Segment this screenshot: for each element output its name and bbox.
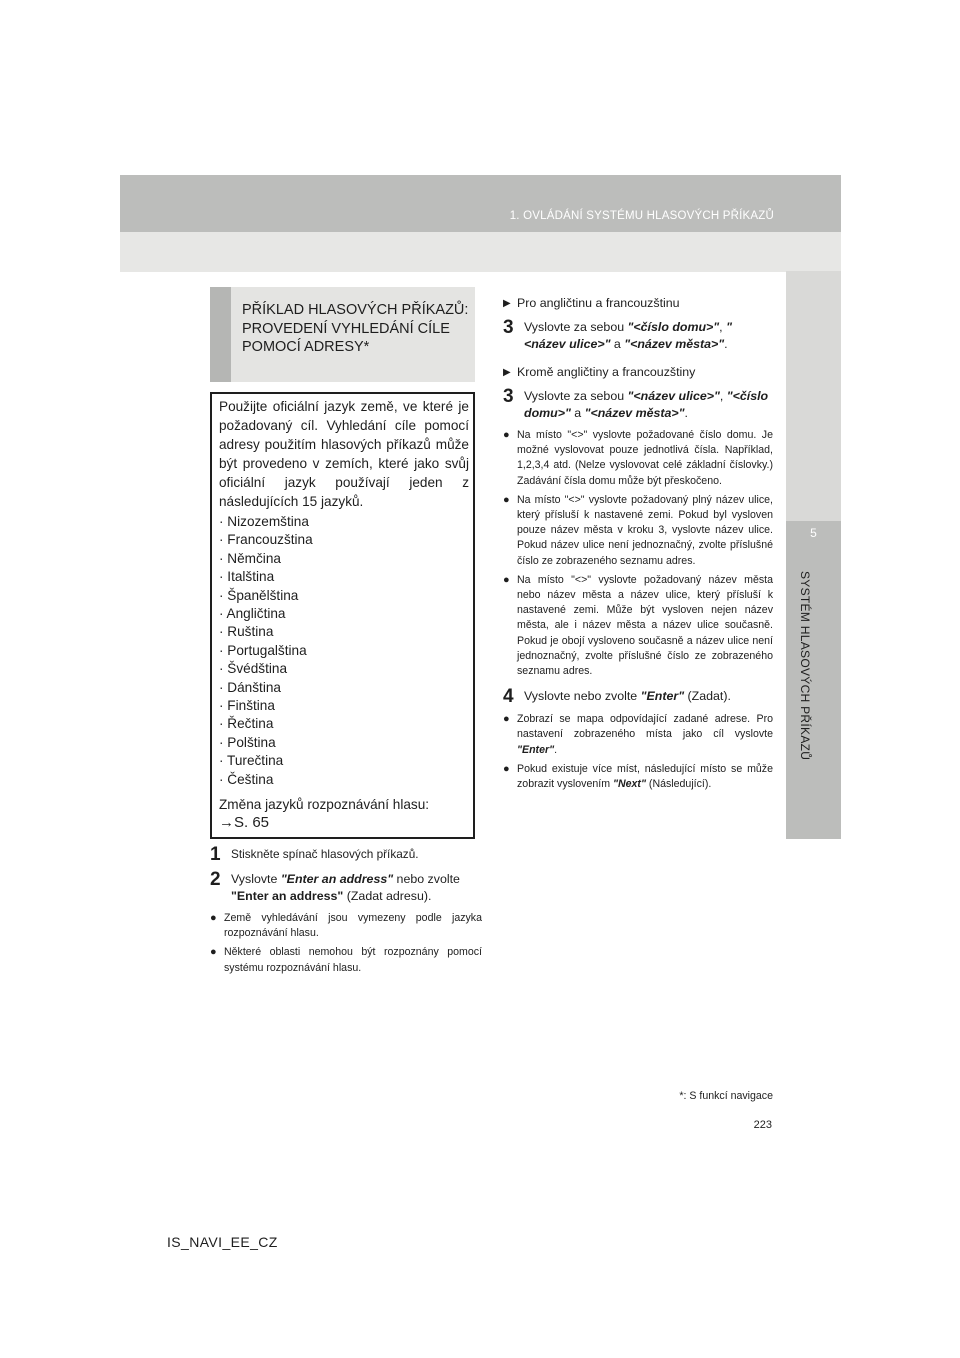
note-text: Na místo "<>" vyslovte požadované číslo domu. Je možné vyslovovat pouze jednotlivá čísla. Například, 1,2,3,4 atd. (Nelze vyslovovat celé základní číslovky.) Zadávání čísla domu může být přeskočeno. (517, 429, 773, 487)
step-text-part: nebo zvolte (393, 872, 460, 886)
case-label: Kromě angličtiny a francouzštiny (517, 365, 696, 379)
page-reference-link[interactable]: →S. 65 (219, 814, 270, 831)
step-text-part: (Zadat). (684, 689, 731, 704)
bullet-dot-icon: ● (503, 713, 510, 726)
language-item: · Italština (219, 569, 275, 585)
voice-command: "<číslo domu>" (627, 320, 720, 334)
footnote: *: S funkcí navigace (679, 1090, 773, 1102)
section-heading-text: PŘÍKLAD HLASOVÝCH PŘÍKAZŮ: PROVEDENÍ VYHLEDÁNÍ CÍLE POMOCÍ ADRESY* (242, 302, 469, 355)
bullet-dot-icon: ● (503, 493, 510, 506)
header-strip (120, 232, 841, 272)
language-change-reference (219, 796, 429, 832)
step-text-part: . (724, 337, 728, 351)
language-change-label: Změna jazyků rozpoznávání hlasu: (219, 797, 430, 812)
triangle-right-icon: ▶ (503, 367, 511, 378)
step-number: 4 (503, 686, 514, 708)
step-text (231, 871, 482, 905)
note-text: Na místo "<>" vyslovte požadovaný plný název ulice, který přísluší k nastavené zemi. Pokud byl vysloven pouze název města v kroku 3, vyslovte název ulice. Pokud název ulice není jednoznačný, zvolte příslušné číslo ze zobrazeného seznamu adres. (517, 493, 773, 567)
voice-command: "Next" (612, 778, 646, 791)
voice-command: "<název města>" (584, 406, 685, 420)
language-item: · Francouzština (219, 532, 313, 548)
step-text-part: , (719, 389, 727, 403)
step-4 (503, 688, 773, 706)
info-intro-text: Použijte oficiální jazyk země, ve které je požadovaný cíl. Vyhledání cíle pomocí adresy použitím hlasových příkazů může být provedeno v zemích, které jako svůj oficiální jazyk používají jeden z následujících 15 jazyků. (219, 399, 469, 509)
step-number: 3 (503, 386, 514, 407)
step-text-part: Vyslovte za sebou (524, 389, 628, 403)
bullet-dot-icon: ● (503, 762, 510, 775)
document-code: IS_NAVI_EE_CZ (167, 1234, 278, 1250)
note-text-part: Zobrazí se mapa odpovídající zadané adrese. Pro nastavení zobrazeného místa jako cíl vyslovte (517, 713, 773, 741)
screen-button-label: "Enter an address" (231, 889, 344, 903)
voice-command: "Enter an address" (280, 872, 394, 886)
note-text-part: . (554, 743, 558, 756)
language-item: · Finština (219, 698, 275, 714)
step-text: Stiskněte spínač hlasových příkazů. (231, 847, 419, 861)
language-case-heading (503, 295, 773, 312)
triangle-right-icon: ▶ (503, 298, 511, 309)
language-item: · Němčina (219, 550, 281, 566)
note-bullet (503, 493, 773, 569)
step-text (524, 319, 773, 353)
bullet-dot-icon: ● (210, 912, 217, 924)
section-heading (210, 287, 475, 382)
note-bullet (503, 573, 773, 679)
language-item: · Španělština (219, 587, 299, 603)
case-label: Pro angličtinu a francouzštinu (517, 296, 680, 310)
page-number: 223 (753, 1119, 772, 1131)
step-text-part: Vyslovte (231, 872, 281, 886)
language-item: · Turečtina (219, 753, 284, 769)
step-1 (210, 846, 482, 864)
step-text-part: Vyslovte za sebou (524, 320, 628, 334)
language-item: · Angličtina (219, 606, 286, 622)
note-text: Na místo "<>" vyslovte požadovaný název města nebo název města a název ulice, který přísluší k nastavené zemi. Může být vysloven nejen název města, ale i název města a název ulice současně. Pokud je obojí vysloveno současně a název ulice není jednoznačný, zvolte příslušné číslo ze zobrazeného seznamu adres. (517, 573, 773, 678)
left-column (210, 846, 482, 976)
bullet-dot-icon: ● (210, 946, 217, 959)
voice-command: "<název města>" (624, 337, 725, 351)
step-text-part: . (684, 406, 688, 420)
step-number: 1 (210, 844, 221, 865)
chapter-tab-label: SYSTÉM HLASOVÝCH PŘÍKAZŮ (798, 571, 812, 761)
right-column (503, 295, 773, 792)
section-heading-bar (210, 287, 231, 382)
note-bullet (503, 712, 773, 758)
note-bullet (503, 428, 773, 489)
step-3-en-fr (503, 319, 773, 353)
note-text: Některé oblasti nemohou být rozpoznány pomocí systému rozpoznávání hlasu. (224, 946, 482, 974)
language-list (219, 513, 313, 789)
side-chapter-tab (786, 521, 841, 839)
language-item: · Polština (219, 734, 276, 750)
step-2 (210, 871, 482, 905)
language-item: · Dánština (219, 679, 281, 695)
language-item: · Řečtina (219, 716, 274, 732)
voice-command: "<číslo domu>" (524, 389, 769, 420)
note-text-part: (Následující). (645, 778, 712, 791)
step-number: 2 (210, 869, 221, 890)
side-tab-spacer (786, 271, 841, 521)
header-band (120, 175, 841, 232)
voice-command: "Enter" (517, 743, 555, 756)
note-text (517, 712, 773, 758)
note-bullet (210, 945, 482, 975)
step-text-part: (Zadat adresu). (343, 889, 432, 903)
language-item: · Nizozemština (219, 514, 309, 529)
step-text-part: a (610, 337, 625, 351)
note-text (517, 762, 773, 792)
voice-command: "<název ulice>" (627, 389, 720, 403)
note-text-part: Pokud existuje více míst, následující místo se může zobrazit vyslovením (517, 762, 773, 791)
step-3-other (503, 388, 773, 422)
step-text (524, 388, 773, 422)
note-bullet (503, 762, 773, 792)
step-text (524, 688, 773, 705)
language-info-box (210, 392, 475, 839)
voice-command: "Enter" (640, 689, 685, 704)
language-item: · Portugalština (219, 642, 307, 658)
step-text-part: Vyslovte nebo zvolte (524, 689, 641, 704)
voice-command: "<název ulice>" (524, 320, 732, 351)
language-item: · Ruština (219, 624, 274, 640)
chapter-title: 1. OVLÁDÁNÍ SYSTÉMU HLASOVÝCH PŘÍKAZŮ (509, 210, 774, 222)
language-item: · Čeština (219, 771, 274, 787)
step-number: 3 (503, 317, 514, 338)
note-text: Země vyhledávání jsou vymezeny podle jazyka rozpoznávání hlasu. (224, 912, 482, 940)
language-item: · Švédština (219, 661, 288, 677)
note-bullet (210, 911, 482, 941)
bullet-dot-icon: ● (503, 429, 510, 441)
step-text-part: a (570, 406, 585, 420)
language-case-heading (503, 364, 773, 381)
bullet-dot-icon: ● (503, 573, 510, 586)
chapter-number: 5 (810, 526, 817, 540)
step-text-part: , (719, 320, 727, 334)
